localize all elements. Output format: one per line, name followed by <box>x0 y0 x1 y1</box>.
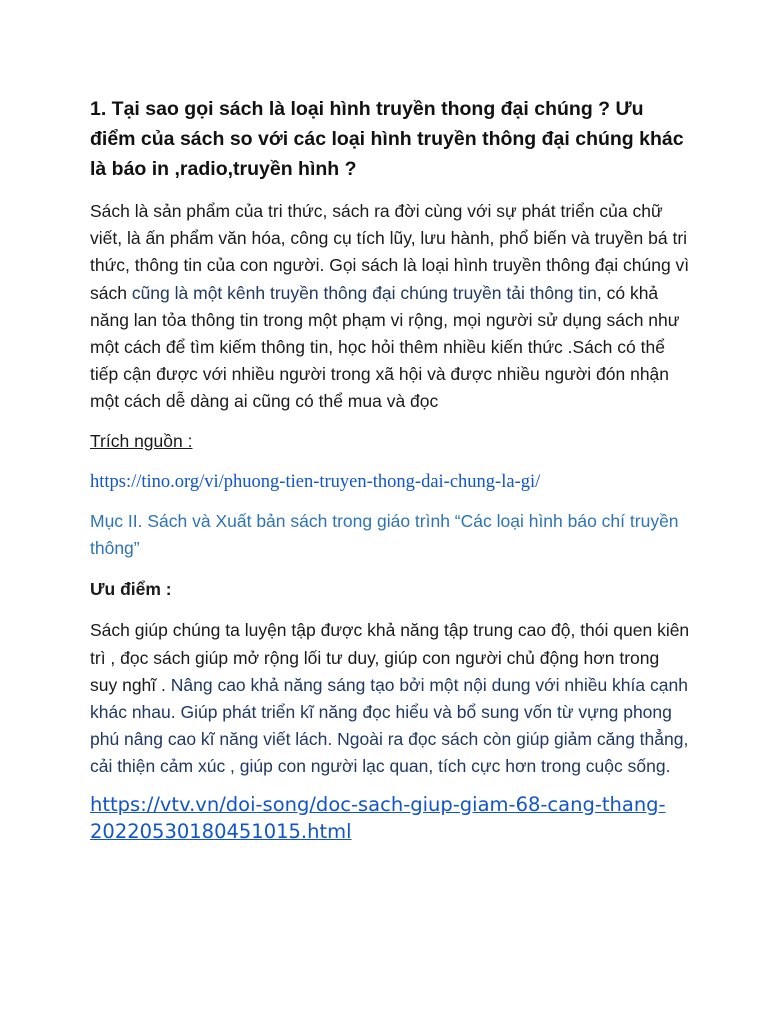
document-page <box>90 94 690 845</box>
reference-text: Mục II. Sách và Xuất bản sách trong giáo trình “Các loại hình báo chí truyền thông” <box>90 510 679 559</box>
question-heading: 1. Tại sao gọi sách là loại hình truyền thong đại chúng ? Ưu điểm của sách so với các loại hình truyền thông đại chúng khác là báo in ,radio,truyền hình ? <box>90 98 684 180</box>
source-link-line <box>90 469 690 496</box>
explanation-text-part2: , có khả năng lan tỏa thông tin trong một phạm vi rộng, mọi người sử dụng sách như một cách để tìm kiếm thông tin, học hỏi thêm nhiều kiến thức .Sách có thể tiếp cận được với nhiều người trong xã hội và được nhiều người đón nhận một cách dễ dàng ai cũng có thể mua và đọc <box>90 282 680 412</box>
explanation-paragraph <box>90 198 690 416</box>
advantages-text-highlight: Nâng cao khả năng sáng tạo bởi một nội dung với nhiều khía cạnh khác nhau. Giúp phát triển kĩ năng đọc hiểu và bổ sung vốn từ vựng phong phú nâng cao kĩ năng viết lách. Ngoài ra đọc sách còn giúp giảm căng thẳng, cải thiện cảm xúc , giúp con người lạc quan, tích cực hơn trong cuộc sống. <box>90 674 689 777</box>
advantages-text-part1: Sách giúp chúng ta luyện tập được khả năng tập trung cao độ, thói quen kiên trì , đọc sách giúp mở rộng lối tư duy, giúp con người chủ động hơn trong suy nghĩ . <box>90 620 690 695</box>
advantages-paragraph <box>90 617 690 780</box>
explanation-text-highlight: cũng là một kênh truyền thông đại chúng truyền tải thông tin <box>131 282 597 303</box>
source-label: Trích nguồn : <box>90 430 193 451</box>
advantages-label: Ưu điểm : <box>90 579 172 600</box>
explanation-text-part1: Sách là sản phẩm của tri thức, sách ra đời cùng với sự phát triển của chữ viết, là ấn phẩm văn hóa, công cụ tích lũy, lưu hành, phổ biến và truyền bá tri thức, thông tin của con người. Gọi sách là loại hình truyền thông đại chúng vì sách <box>90 201 690 303</box>
source-link[interactable]: https://tino.org/vi/phuong-tien-truyen-thong-dai-chung-la-gi/ <box>90 471 541 492</box>
vtv-article-link[interactable]: https://vtv.vn/doi-song/doc-sach-giup-giam-68-cang-thang-20220530180451015.html <box>90 792 666 843</box>
